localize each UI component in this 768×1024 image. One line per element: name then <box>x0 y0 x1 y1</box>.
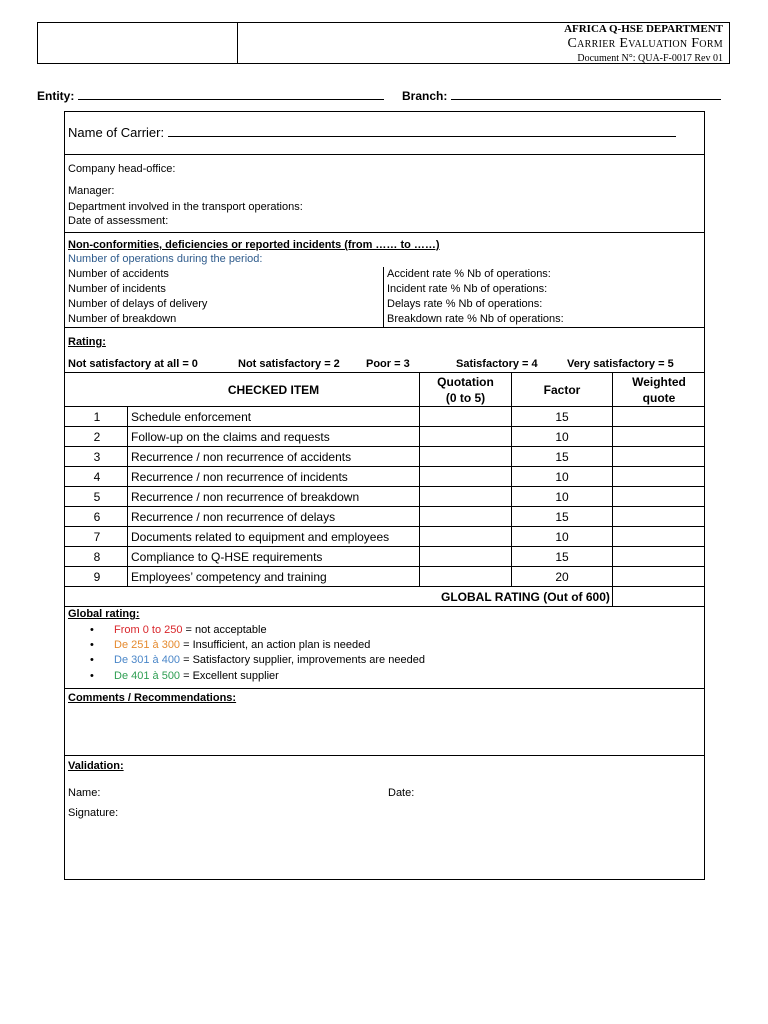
table-line <box>64 586 705 587</box>
row-factor: 15 <box>555 550 569 564</box>
row-number: 7 <box>93 530 101 544</box>
row-item: Recurrence / non recurrence of accidents <box>131 450 352 464</box>
branch-field[interactable] <box>402 88 721 103</box>
delays-rate-label: Delays rate % Nb of operations: <box>387 298 543 310</box>
comments-area[interactable] <box>66 708 702 754</box>
department-label: Department involved in the transport operations: <box>68 201 303 213</box>
divider <box>64 688 705 689</box>
row-factor: 20 <box>555 570 569 584</box>
row-factor: 10 <box>555 430 569 444</box>
rating-scale-2: Not satisfactory = 2 <box>238 358 340 370</box>
assessment-date-label: Date of assessment: <box>68 215 169 227</box>
incident-rate-label: Incident rate % Nb of operations: <box>387 283 548 295</box>
bullet-icon: • <box>90 639 94 651</box>
rating-range: De 251 à 300 <box>114 639 181 651</box>
row-item: Recurrence / non recurrence of incidents <box>131 470 348 484</box>
validation-date-label: Date: <box>388 787 415 799</box>
breakdown-label: Number of breakdown <box>68 313 177 325</box>
divider <box>383 267 384 327</box>
table-line <box>64 426 705 427</box>
header-checked-item: CHECKED ITEM <box>227 383 320 397</box>
table-line <box>64 466 705 467</box>
entity-field[interactable] <box>37 88 384 103</box>
validation-signature-label: Signature: <box>68 807 119 819</box>
row-factor: 10 <box>555 490 569 504</box>
rating-legend-item <box>114 654 425 667</box>
comments-label: Comments / Recommendations: <box>68 692 237 704</box>
divider <box>64 232 705 233</box>
form-title: Carrier Evaluation Form <box>567 36 723 51</box>
row-number: 9 <box>93 570 101 584</box>
row-item: Documents related to equipment and employees <box>131 530 390 544</box>
rating-description: = not acceptable <box>182 624 267 636</box>
row-item: Recurrence / non recurrence of breakdown <box>131 490 360 504</box>
row-number: 1 <box>93 410 101 424</box>
header-weighted: Weighted <box>632 375 686 389</box>
divider <box>64 327 705 328</box>
header-quotation-range: (0 to 5) <box>445 391 486 405</box>
global-rating-title: Global rating: <box>68 608 140 620</box>
operations-label: Number of operations during the period: <box>68 253 263 265</box>
row-item: Schedule enforcement <box>131 410 252 424</box>
branch-label: Branch: <box>402 89 448 103</box>
row-item: Employees’ competency and training <box>131 570 327 584</box>
rating-scale-4: Satisfactory = 4 <box>456 358 538 370</box>
table-line <box>64 546 705 547</box>
row-item: Compliance to Q-HSE requirements <box>131 550 323 564</box>
carrier-field[interactable] <box>68 124 676 139</box>
header-quotation: Quotation <box>437 375 494 389</box>
rating-range: De 301 à 400 <box>114 654 181 666</box>
row-factor: 10 <box>555 530 569 544</box>
divider <box>64 755 705 756</box>
row-number: 3 <box>93 450 101 464</box>
validation-title: Validation: <box>68 760 124 772</box>
table-line <box>64 606 705 607</box>
row-number: 4 <box>93 470 101 484</box>
row-factor: 15 <box>555 410 569 424</box>
accidents-label: Number of accidents <box>68 268 169 280</box>
accident-rate-label: Accident rate % Nb of operations: <box>387 268 551 280</box>
rating-legend-item <box>114 639 370 652</box>
divider <box>64 154 705 155</box>
rating-scale-3: Poor = 3 <box>366 358 410 370</box>
row-factor: 15 <box>555 510 569 524</box>
carrier-label: Name of Carrier: <box>68 125 165 140</box>
row-item: Follow-up on the claims and requests <box>131 430 330 444</box>
bullet-icon: • <box>90 624 94 636</box>
department-title: AFRICA Q-HSE DEPARTMENT <box>564 23 723 35</box>
header-weighted-quote: quote <box>642 391 676 405</box>
bullet-icon: • <box>90 670 94 682</box>
row-number: 2 <box>93 430 101 444</box>
bullet-icon: • <box>90 654 94 666</box>
rating-scale-5: Very satisfactory = 5 <box>567 358 674 370</box>
breakdown-rate-label: Breakdown rate % Nb of operations: <box>387 313 564 325</box>
document-number: Document N°: QUA-F-0017 Rev 01 <box>577 53 723 64</box>
table-line <box>64 486 705 487</box>
row-number: 5 <box>93 490 101 504</box>
row-number: 6 <box>93 510 101 524</box>
entity-label: Entity: <box>37 89 75 103</box>
table-line <box>612 372 613 606</box>
table-line <box>64 406 705 407</box>
carrier-input-line[interactable] <box>168 124 676 137</box>
delays-label: Number of delays of delivery <box>68 298 208 310</box>
branch-input-line[interactable] <box>451 88 721 100</box>
row-factor: 10 <box>555 470 569 484</box>
rating-description: = Satisfactory supplier, improvements are needed <box>180 654 425 666</box>
validation-name-label: Name: <box>68 787 101 799</box>
entity-input-line[interactable] <box>78 88 384 100</box>
table-line <box>64 372 705 373</box>
incidents-label: Number of incidents <box>68 283 166 295</box>
row-item: Recurrence / non recurrence of delays <box>131 510 336 524</box>
row-factor: 15 <box>555 450 569 464</box>
rating-description: = Excellent supplier <box>180 670 279 682</box>
rating-title: Rating: <box>68 336 106 348</box>
head-office-label: Company head-office: <box>68 163 176 175</box>
table-line <box>64 566 705 567</box>
table-line <box>64 506 705 507</box>
rating-legend-item <box>114 624 267 637</box>
global-rating-total-label: GLOBAL RATING (Out of 600) <box>441 590 610 604</box>
incidents-title: Non-conformities, deficiencies or reported incidents (from …… to ……) <box>68 239 440 251</box>
header-factor: Factor <box>543 383 581 397</box>
table-line <box>64 526 705 527</box>
rating-range: De 401 à 500 <box>114 670 181 682</box>
table-line <box>64 446 705 447</box>
header-divider <box>237 22 238 64</box>
rating-description: = Insufficient, an action plan is needed <box>180 639 371 651</box>
rating-legend-item <box>114 670 279 683</box>
row-number: 8 <box>93 550 101 564</box>
rating-scale-0: Not satisfactory at all = 0 <box>68 358 198 370</box>
rating-range: From 0 to 250 <box>114 624 183 636</box>
manager-label: Manager: <box>68 185 115 197</box>
